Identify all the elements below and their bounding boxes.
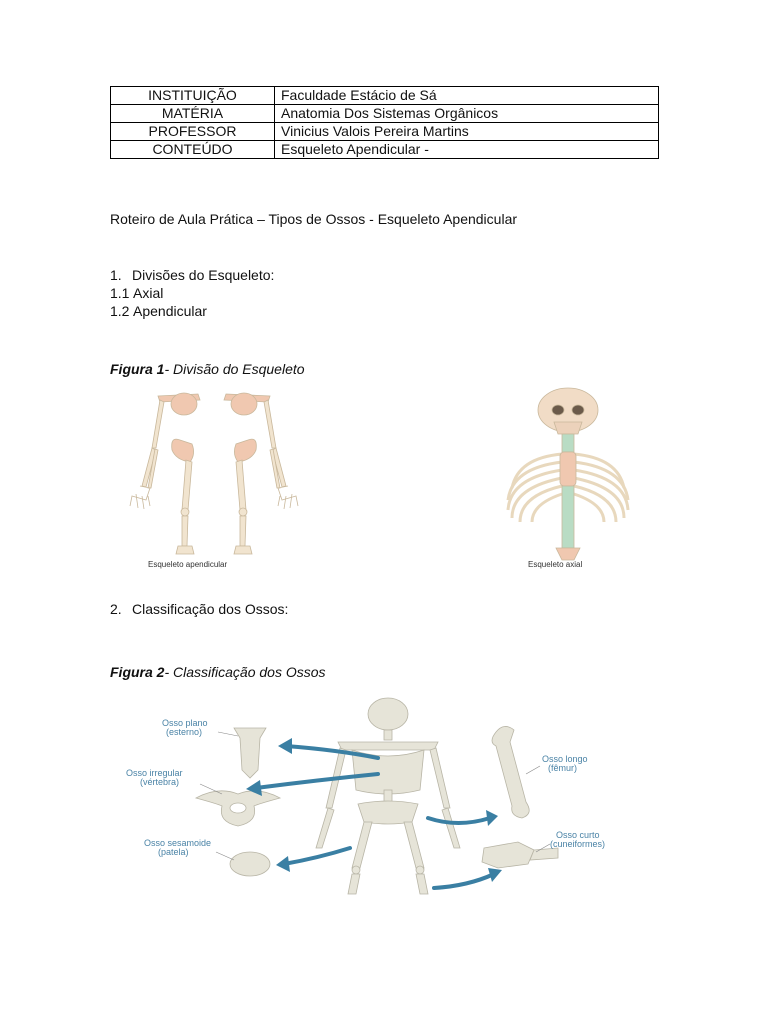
list-item — [110, 302, 274, 320]
label-osso-sesamoide: Osso sesamoide — [144, 838, 212, 848]
label-osso-sesamoide-sub: (patela) — [158, 847, 189, 857]
section-1-title: Divisões do Esqueleto: — [132, 267, 275, 283]
table-row — [111, 87, 659, 105]
label-osso-curto-sub: (cuneiformes) — [550, 839, 606, 849]
info-table — [110, 86, 659, 159]
table-row — [111, 105, 659, 123]
figure-1-caption — [110, 361, 305, 377]
table-key: MATÉRIA — [111, 105, 275, 123]
table-key: INSTITUIÇÃO — [111, 87, 275, 105]
label-osso-plano-sub: (esterno) — [166, 727, 203, 737]
figure-2-caption-label: Figura 2 — [110, 664, 165, 680]
figure-2-caption-text: - Classificação dos Ossos — [164, 664, 326, 680]
table-value: Esqueleto Apendicular - — [275, 141, 659, 159]
list-item-label: Axial — [133, 285, 164, 301]
table-row — [111, 123, 659, 141]
table-value: Anatomia Dos Sistemas Orgânicos — [275, 105, 659, 123]
bone-classification-illustration — [126, 698, 650, 903]
label-osso-longo: Osso longo — [542, 754, 588, 764]
figure-1-caption-label: Figura 1 — [110, 361, 165, 377]
list-item-number: 1.1 — [110, 285, 130, 301]
label-osso-plano: Osso plano — [162, 718, 208, 728]
table-key: CONTEÚDO — [111, 141, 275, 159]
label-osso-irregular: Osso irregular — [126, 768, 183, 778]
figure-1-caption-text: - Divisão do Esqueleto — [164, 361, 305, 377]
section-1 — [110, 266, 274, 320]
label-osso-longo-sub: (fêmur) — [548, 763, 577, 773]
section-2 — [110, 600, 288, 618]
page-heading: Roteiro de Aula Prática – Tipos de Ossos - Esqueleto Apendicular — [110, 211, 518, 227]
table-value: Faculdade Estácio de Sá — [275, 87, 659, 105]
figure-1-label-right: Esqueleto axial — [528, 560, 583, 569]
label-osso-irregular-sub: (vértebra) — [140, 777, 180, 787]
axial-skeleton-illustration — [498, 388, 648, 573]
figure-2-caption — [110, 664, 326, 680]
appendicular-skeleton-illustration — [120, 388, 320, 573]
section-2-title: Classificação dos Ossos: — [132, 601, 289, 617]
list-item-label: Apendicular — [133, 303, 207, 319]
list-item — [110, 284, 274, 302]
figure-1-label-left: Esqueleto apendicular — [148, 560, 228, 569]
section-1-number: 1. — [110, 267, 122, 283]
table-row — [111, 141, 659, 159]
section-2-number: 2. — [110, 601, 122, 617]
label-osso-curto: Osso curto — [556, 830, 600, 840]
section-1-title-row — [110, 266, 274, 284]
table-value: Vinicius Valois Pereira Martins — [275, 123, 659, 141]
table-key: PROFESSOR — [111, 123, 275, 141]
list-item-number: 1.2 — [110, 303, 130, 319]
